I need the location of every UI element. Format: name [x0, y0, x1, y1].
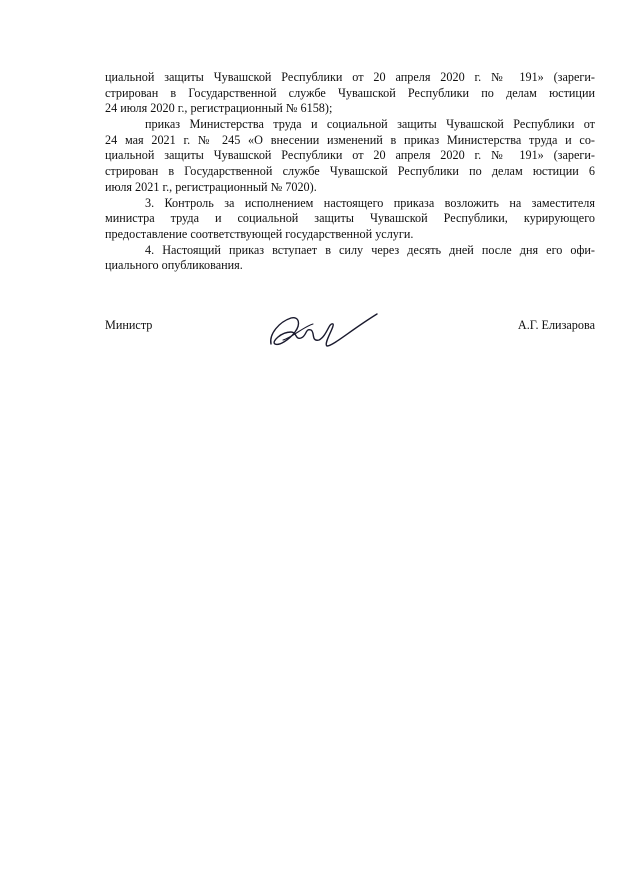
- text-line: циального опубликования.: [105, 258, 243, 273]
- text-line: июля 2021 г., регистрационный № 7020).: [105, 179, 317, 194]
- signatory-name: А.Г. Елизарова: [517, 318, 595, 332]
- handwritten-signature: [261, 310, 381, 356]
- document-body: [105, 70, 595, 274]
- signatory-title: Министр: [105, 318, 153, 332]
- text-line: 3. Контроль за исполнением настоящего приказа возложить на заместителя: [145, 195, 595, 210]
- text-line: предоставление соответствующей государственной услуги.: [105, 226, 414, 241]
- text-line: стрирован в Государственной службе Чувашской Республики по делам юстиции 6: [105, 164, 595, 179]
- text-line: 4. Настоящий приказ вступает в силу через десять дней после дня его офи-: [145, 242, 595, 257]
- text-line: 24 июля 2020 г., регистрационный № 6158);: [105, 101, 333, 116]
- text-line: приказ Министерства труда и социальной защиты Чувашской Республики от: [145, 117, 595, 132]
- signature-block: [105, 318, 595, 358]
- text-line: стрирован в Государственной службе Чувашской Республики по делам юстиции: [105, 85, 595, 100]
- text-line: циальной защиты Чувашской Республики от 20 апреля 2020 г. № 191» (зареги-: [105, 148, 595, 163]
- text-line: 24 мая 2021 г. № 245 «О внесении изменений в приказ Министерства труда и со-: [105, 132, 595, 147]
- text-line: циальной защиты Чувашской Республики от 20 апреля 2020 г. № 191» (зареги-: [105, 70, 595, 84]
- text-line: министра труда и социальной защиты Чувашской Республики, курирующего: [105, 211, 595, 226]
